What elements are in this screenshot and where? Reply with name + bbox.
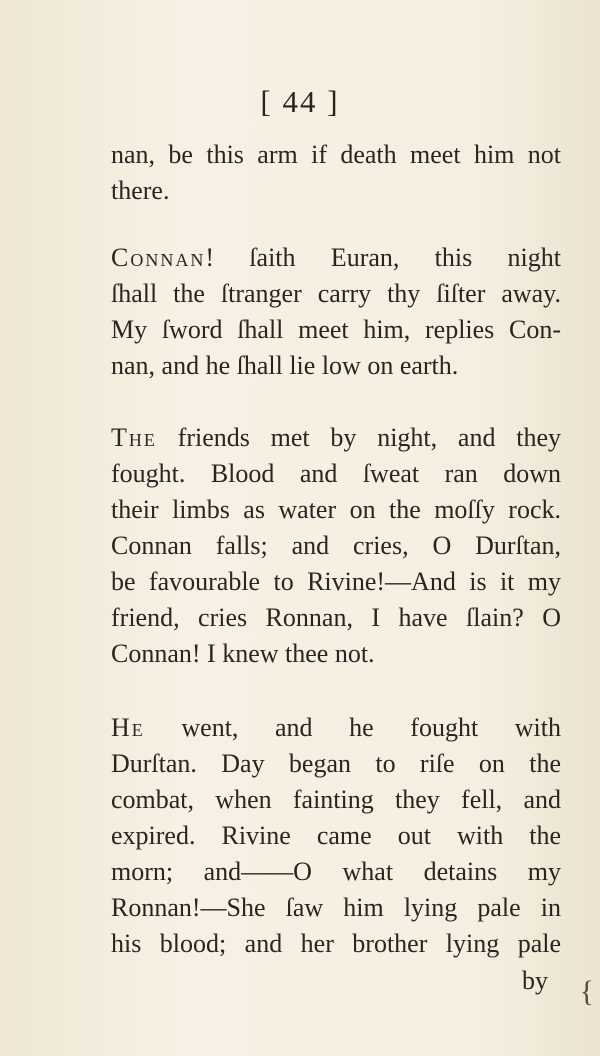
text-line: their limbs as water on the moſſy rock. <box>111 495 561 524</box>
text-line: expired. Rivine came out with the <box>111 821 561 850</box>
text-line: He went, and he fought with <box>111 713 561 742</box>
text-line: there. <box>111 176 170 205</box>
text-line: combat, when fainting they fell, and <box>111 785 561 814</box>
text-line: fought. Blood and ſweat ran down <box>111 459 561 488</box>
paragraph-opening-word: The <box>111 423 157 452</box>
text-line: morn; and——O what detains my <box>111 857 561 886</box>
paragraph-1 <box>111 137 561 209</box>
paragraph-2 <box>111 240 561 384</box>
paragraph-4 <box>111 710 561 962</box>
text-line: ſhall the ſtranger carry thy ſiſter away. <box>111 279 561 308</box>
paragraph-3 <box>111 420 561 672</box>
page-number: [ 44 ] <box>260 84 340 119</box>
text-line: Connan! I knew thee not. <box>111 639 375 668</box>
text-line: The friends met by night, and they <box>111 423 561 452</box>
edge-mark: { <box>579 975 594 1008</box>
text-line: Ronnan!—She ſaw him lying pale in <box>111 893 561 922</box>
catchword: by <box>522 966 548 995</box>
paragraph-opening-word: Connan <box>111 243 206 272</box>
text-line: nan, and he ſhall lie low on earth. <box>111 351 459 380</box>
text-line: nan, be this arm if death meet him not <box>111 140 561 169</box>
text-line: be favourable to Rivine!—And is it my <box>111 567 561 596</box>
text-line: friend, cries Ronnan, I have ſlain? O <box>111 603 561 632</box>
paragraph-opening-word: He <box>111 713 145 742</box>
text-line: Connan falls; and cries, O Durſtan, <box>111 531 561 560</box>
text-line: Connan! ſaith Euran, this night <box>111 243 561 272</box>
text-line: his blood; and her brother lying pale <box>111 929 561 958</box>
text-line: My ſword ſhall meet him, replies Con- <box>111 315 561 344</box>
text-line: Durſtan. Day began to riſe on the <box>111 749 561 778</box>
